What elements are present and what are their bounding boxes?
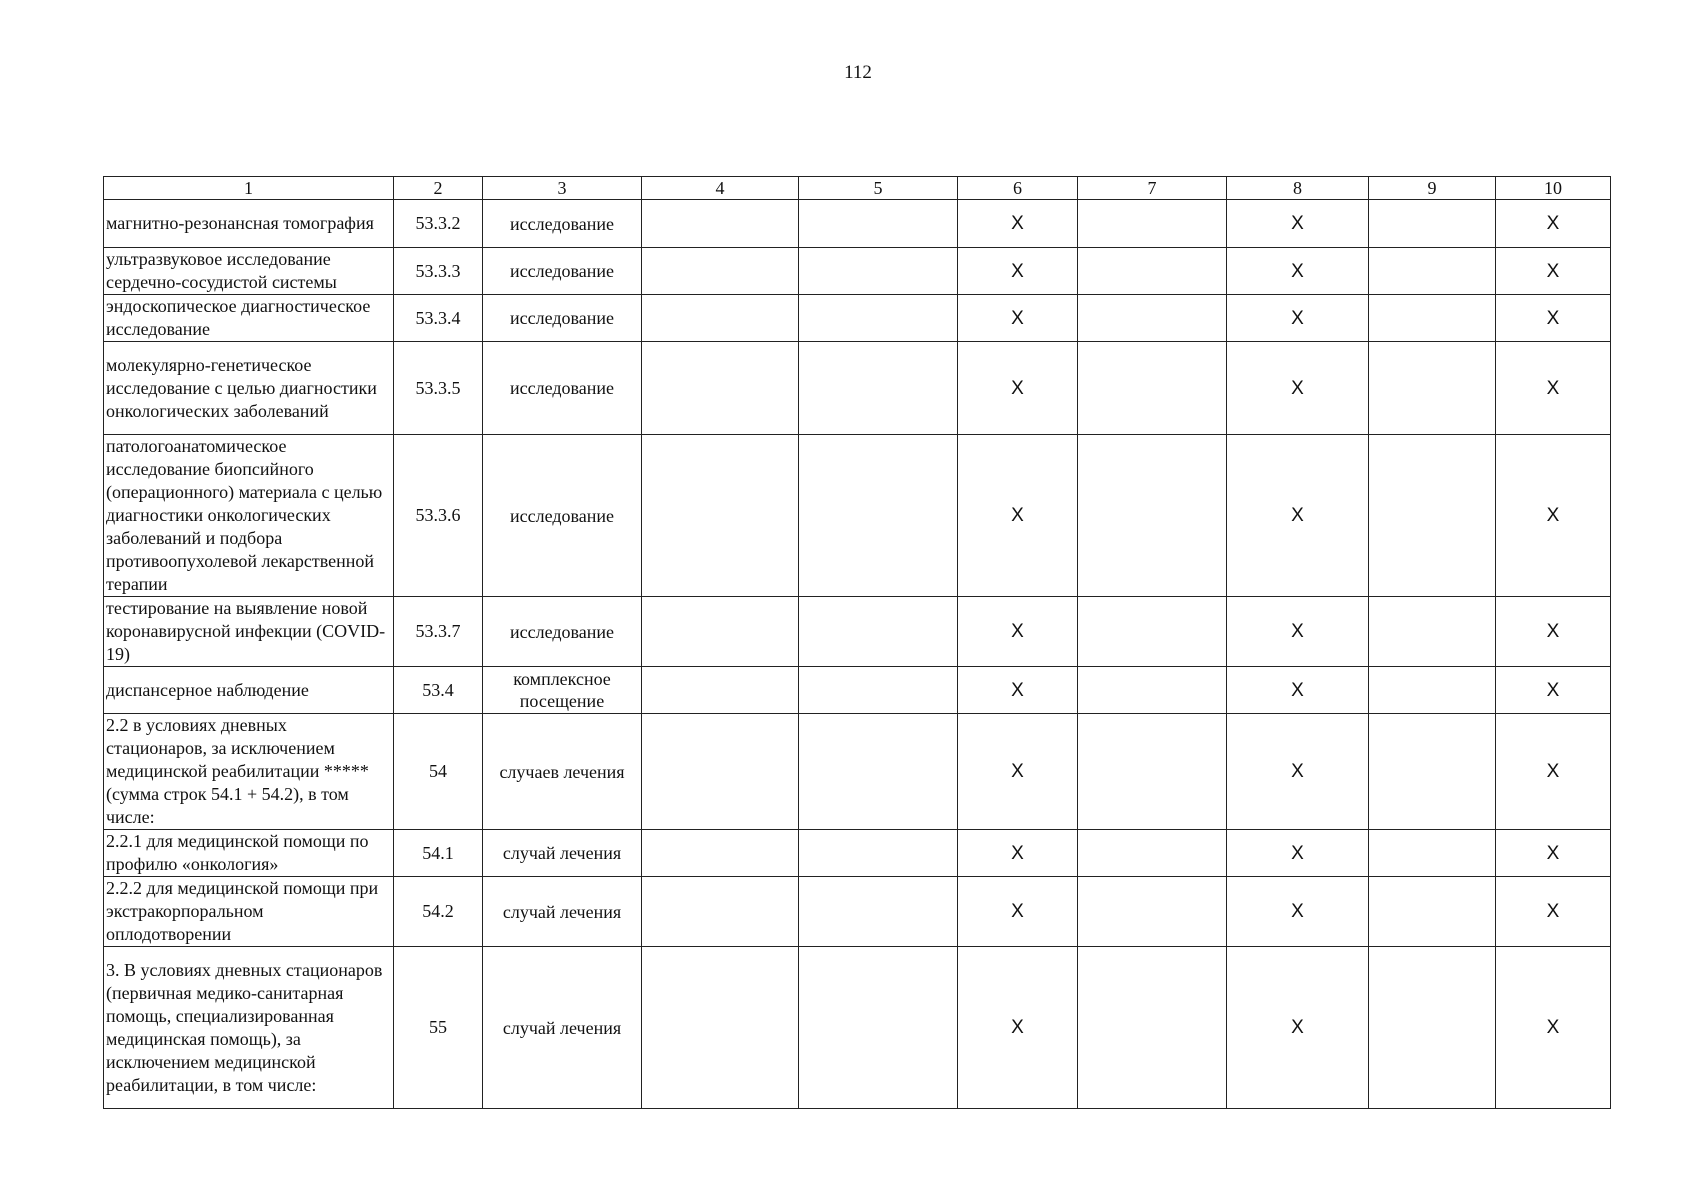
- cell-col10: Х: [1496, 667, 1611, 714]
- cell-col7: [1078, 830, 1227, 877]
- cell-col4: [642, 342, 799, 435]
- row-name: патологоанатомическое исследование биопсийного (операционного) материала с целью диагностики онкологических заболеваний и подбора противоопухолевой лекарственной терапии: [104, 435, 394, 597]
- row-name: 2.2.2 для медицинской помощи при экстракорпоральном оплодотворении: [104, 877, 394, 947]
- row-name: диспансерное наблюдение: [104, 667, 394, 714]
- cell-col8: Х: [1227, 830, 1369, 877]
- cell-col8: Х: [1227, 295, 1369, 342]
- row-code: 53.3.7: [394, 597, 483, 667]
- row-unit: исследование: [483, 342, 642, 435]
- cell-col8: Х: [1227, 200, 1369, 248]
- row-code: 54.2: [394, 877, 483, 947]
- row-unit: случай лечения: [483, 877, 642, 947]
- table-row: [104, 830, 1611, 877]
- cell-col7: [1078, 877, 1227, 947]
- cell-col4: [642, 200, 799, 248]
- cell-col8: Х: [1227, 342, 1369, 435]
- row-unit: случай лечения: [483, 947, 642, 1109]
- cell-col5: [799, 200, 958, 248]
- cell-col8: Х: [1227, 947, 1369, 1109]
- row-name: эндоскопическое диагностическое исследование: [104, 295, 394, 342]
- cell-col8: Х: [1227, 667, 1369, 714]
- cell-col8: Х: [1227, 714, 1369, 830]
- cell-col7: [1078, 248, 1227, 295]
- cell-col7: [1078, 200, 1227, 248]
- cell-col6: Х: [958, 200, 1078, 248]
- cell-col7: [1078, 947, 1227, 1109]
- column-header: 4: [642, 177, 799, 200]
- cell-col7: [1078, 667, 1227, 714]
- cell-col6: Х: [958, 830, 1078, 877]
- row-unit: исследование: [483, 435, 642, 597]
- table-row: [104, 435, 1611, 597]
- row-unit: исследование: [483, 295, 642, 342]
- cell-col4: [642, 714, 799, 830]
- cell-col6: Х: [958, 877, 1078, 947]
- column-header: 1: [104, 177, 394, 200]
- table-row: [104, 714, 1611, 830]
- cell-col5: [799, 597, 958, 667]
- cell-col4: [642, 877, 799, 947]
- cell-col6: Х: [958, 342, 1078, 435]
- row-name: 2.2 в условиях дневных стационаров, за исключением медицинской реабилитации ***** (сумма строк 54.1 + 54.2), в том числе:: [104, 714, 394, 830]
- table-row: [104, 597, 1611, 667]
- page-number: 112: [844, 62, 872, 83]
- cell-col4: [642, 597, 799, 667]
- column-header: 2: [394, 177, 483, 200]
- cell-col5: [799, 295, 958, 342]
- cell-col10: Х: [1496, 597, 1611, 667]
- cell-col10: Х: [1496, 714, 1611, 830]
- table-row: [104, 295, 1611, 342]
- column-header: 10: [1496, 177, 1611, 200]
- cell-col6: Х: [958, 597, 1078, 667]
- cell-col7: [1078, 435, 1227, 597]
- table-row: [104, 248, 1611, 295]
- cell-col8: Х: [1227, 248, 1369, 295]
- table-row: [104, 667, 1611, 714]
- cell-col10: Х: [1496, 295, 1611, 342]
- cell-col5: [799, 667, 958, 714]
- cell-col9: [1369, 667, 1496, 714]
- row-unit: случай лечения: [483, 830, 642, 877]
- row-name: магнитно-резонансная томография: [104, 200, 394, 248]
- cell-col10: Х: [1496, 830, 1611, 877]
- cell-col7: [1078, 597, 1227, 667]
- cell-col8: Х: [1227, 877, 1369, 947]
- cell-col9: [1369, 597, 1496, 667]
- cell-col10: Х: [1496, 877, 1611, 947]
- cell-col9: [1369, 714, 1496, 830]
- cell-col9: [1369, 248, 1496, 295]
- cell-col7: [1078, 342, 1227, 435]
- table-row: [104, 200, 1611, 248]
- row-unit: исследование: [483, 597, 642, 667]
- cell-col10: Х: [1496, 435, 1611, 597]
- row-name: молекулярно-генетическое исследование с целью диагностики онкологических заболеваний: [104, 342, 394, 435]
- row-name: 3. В условиях дневных стационаров (первичная медико-санитарная помощь, специализированная медицинская помощь), за исключением медицинской реабилитации, в том числе:: [104, 947, 394, 1109]
- cell-col5: [799, 947, 958, 1109]
- cell-col9: [1369, 200, 1496, 248]
- cell-col4: [642, 295, 799, 342]
- column-header: 5: [799, 177, 958, 200]
- row-code: 53.3.5: [394, 342, 483, 435]
- header-row: [104, 177, 1611, 200]
- cell-col6: Х: [958, 947, 1078, 1109]
- row-name: ультразвуковое исследование сердечно-сосудистой системы: [104, 248, 394, 295]
- cell-col6: Х: [958, 714, 1078, 830]
- cell-col10: Х: [1496, 342, 1611, 435]
- column-header: 8: [1227, 177, 1369, 200]
- table-row: [104, 947, 1611, 1109]
- cell-col4: [642, 830, 799, 877]
- row-code: 54.1: [394, 830, 483, 877]
- cell-col9: [1369, 342, 1496, 435]
- row-code: 53.3.6: [394, 435, 483, 597]
- cell-col7: [1078, 295, 1227, 342]
- cell-col9: [1369, 947, 1496, 1109]
- cell-col5: [799, 714, 958, 830]
- column-header: 6: [958, 177, 1078, 200]
- row-name: 2.2.1 для медицинской помощи по профилю «онкология»: [104, 830, 394, 877]
- cell-col5: [799, 342, 958, 435]
- cell-col5: [799, 830, 958, 877]
- cell-col10: Х: [1496, 200, 1611, 248]
- cell-col6: Х: [958, 667, 1078, 714]
- row-unit: комплексное посещение: [483, 667, 642, 714]
- row-code: 53.3.3: [394, 248, 483, 295]
- cell-col9: [1369, 830, 1496, 877]
- row-unit: исследование: [483, 248, 642, 295]
- table-row: [104, 877, 1611, 947]
- cell-col9: [1369, 435, 1496, 597]
- cell-col5: [799, 435, 958, 597]
- column-header: 3: [483, 177, 642, 200]
- cell-col7: [1078, 714, 1227, 830]
- cell-col4: [642, 248, 799, 295]
- data-table: [103, 176, 1611, 1109]
- cell-col4: [642, 947, 799, 1109]
- cell-col4: [642, 435, 799, 597]
- row-code: 54: [394, 714, 483, 830]
- column-header: 9: [1369, 177, 1496, 200]
- cell-col5: [799, 248, 958, 295]
- cell-col9: [1369, 295, 1496, 342]
- cell-col8: Х: [1227, 435, 1369, 597]
- cell-col8: Х: [1227, 597, 1369, 667]
- column-header: 7: [1078, 177, 1227, 200]
- row-name: тестирование на выявление новой коронавирусной инфекции (COVID-19): [104, 597, 394, 667]
- cell-col5: [799, 877, 958, 947]
- cell-col10: Х: [1496, 947, 1611, 1109]
- row-unit: случаев лечения: [483, 714, 642, 830]
- row-code: 53.4: [394, 667, 483, 714]
- cell-col10: Х: [1496, 248, 1611, 295]
- cell-col6: Х: [958, 435, 1078, 597]
- cell-col9: [1369, 877, 1496, 947]
- row-code: 53.3.4: [394, 295, 483, 342]
- table-row: [104, 342, 1611, 435]
- row-code: 53.3.2: [394, 200, 483, 248]
- row-code: 55: [394, 947, 483, 1109]
- cell-col6: Х: [958, 295, 1078, 342]
- row-unit: исследование: [483, 200, 642, 248]
- cell-col4: [642, 667, 799, 714]
- cell-col6: Х: [958, 248, 1078, 295]
